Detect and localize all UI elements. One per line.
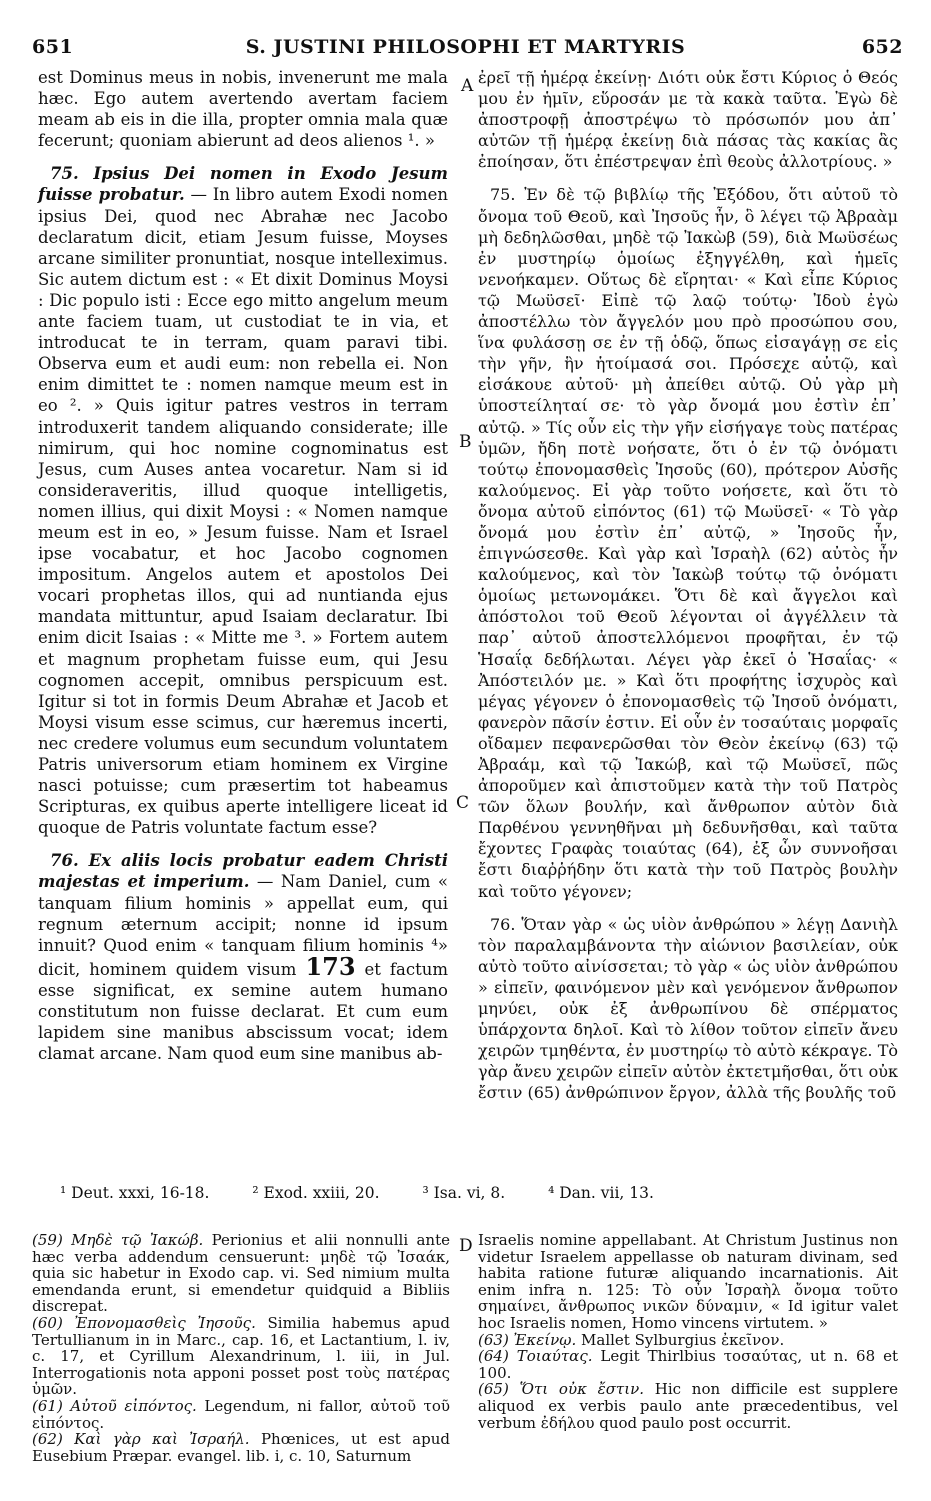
latin-intro: est Dominus meus in nobis, invenerunt me mala hæc. Ego autem avertendo avertam faciem meam ab eis in die illa, propter omnia mala quæ fecerunt; quoniam abierunt ad deos alienos ¹. » bbox=[38, 68, 448, 151]
note-text: Legit Thirlbius τοσαύτας, ut n. 68 et 100. bbox=[478, 1347, 898, 1382]
scripture-ref: ⁴ Dan. vii, 13. bbox=[548, 1184, 654, 1202]
note bbox=[478, 1381, 898, 1431]
note-ref: (60) Ἐπονομασθεὶς Ἰησοῦς. bbox=[32, 1313, 256, 1332]
note-text: Phœnices, ut est apud Eusebium Præpar. evangel. lib. i, c. 10, Saturnum bbox=[32, 1430, 450, 1465]
latin-section-76 bbox=[38, 850, 448, 1064]
note bbox=[478, 1232, 898, 1332]
section-76-heading: 76. Ex aliis locis probatur eadem Christi majestas et imperium. bbox=[38, 851, 448, 892]
note bbox=[32, 1398, 450, 1431]
section-76-text-a: — Nam Daniel, cum « tanquam filium hominis » appellat eum, qui regnum æternum accipit; nonne id ipsum innuit? Quod enim « tanquam filium hominis ⁴» dicit, hominem quidem visum bbox=[38, 872, 448, 979]
note-ref: (63) Ἐκείνῳ. bbox=[478, 1330, 577, 1349]
note-text: Hic non difficile est supplere aliquod ex verbis paulo ante præcedentibus, vel verbum ἐδήλου quod paulo post occurrit. bbox=[478, 1380, 898, 1432]
note-ref: (62) Καὶ γὰρ καὶ Ἰσραήλ. bbox=[32, 1430, 250, 1449]
greek-section-76: 76. Ὅταν γὰρ « ὡς υἱὸν ἀνθρώπου » λέγῃ Δανιὴλ τὸν παραλαμβάνοντα τὴν αἰώνιον βασιλείαν, οὐκ αὐτὸ τοῦτο αἰνίσσεται; τὸ γὰρ « ὡς υἱὸν ἀνθρώπου » εἰπεῖν, φαινόμενον μὲν καὶ γενόμενον ἄνθρωπον μηνύει, οὐκ ἐξ ἀνθρωπίνου δὲ σπέρματος ὑπάρχοντα δηλοῖ. Καὶ τὸ λίθον τοῦτον εἰπεῖν ἄνευ χειρῶν τμηθέντα, ἐν μυστηρίῳ τὸ αὐτὸ κέκραγε. Τὸ γὰρ ἄνευ χειρῶν εἰπεῖν αὐτὸν ἐκτετμῆσθαι, ὅτι οὐκ ἔστιν (65) ἀνθρώπινον ἔργον, ἀλλὰ τῆς βουλῆς τοῦ bbox=[478, 914, 898, 1103]
note-text: Mallet Sylburgius ἐκεῖνον. bbox=[581, 1330, 785, 1349]
note bbox=[478, 1348, 898, 1381]
note bbox=[478, 1332, 898, 1349]
scripture-ref: ¹ Deut. xxxi, 16-18. bbox=[60, 1184, 210, 1202]
section-76-text-b: et factum esse significat, ex semine autem humano constitutum non fuisse declarat. Et cum eum lapidem sine manibus abscissum vocat; idem clamat arcane. Nam quod eum sine manibus ab- bbox=[38, 959, 449, 1064]
note bbox=[32, 1431, 450, 1464]
note-ref: (61) Αὐτοῦ εἰπόντος. bbox=[32, 1396, 197, 1415]
margin-letter-d: D bbox=[459, 1236, 473, 1256]
note-ref: (65) Ὅτι οὐκ ἔστιν. bbox=[478, 1380, 645, 1399]
margin-letter-c: C bbox=[456, 793, 470, 813]
scripture-ref: ² Exod. xxiii, 20. bbox=[252, 1184, 380, 1202]
greek-section-75: 75. Ἐν δὲ τῷ βιβλίῳ τῆς Ἐξόδου, ὅτι αὐτοῦ τὸ ὄνομα τοῦ Θεοῦ, καὶ Ἰησοῦς ἦν, ὃ λέγει τῷ Ἀβραὰμ μὴ δεδηλῶσθαι, μηδὲ τῷ Ἰακὼβ (59), διὰ Μωϋσέως ἐν μυστηρίῳ ὁμοίως ἐξηγγέλθη, καὶ ἡμεῖς νενοήκαμεν. Οὕτως δὲ εἴρηται· « Καὶ εἶπε Κύριος τῷ Μωϋσεῖ· Εἰπὲ τῷ λαῷ τούτῳ· Ἰδοὺ ἐγὼ ἀποστέλλω τὸν ἄγγελόν μου πρὸ προσώπου σου, ἵνα φυλάσσῃ σε ἐν τῇ ὁδῷ, ὅπως εἰσαγάγῃ σε εἰς τὴν γῆν, ἣν ἡτοίμασά σοι. Πρόσεχε αὐτῷ, καὶ εἰσάκουε αὐτοῦ· μὴ ἀπείθει αὐτῷ. Οὐ γὰρ μὴ ὑποστείληταί σε· τὸ γὰρ ὄνομά μου ἐστὶν ἐπ᾽ αὐτῷ. » Τίς οὖν εἰς τὴν γῆν εἰσήγαγε τοὺς πατέρας ὑμῶν, ἤδη ποτὲ νοήσατε, ὅτι ὁ ἐν τῷ ὀνόματι τούτῳ ἐπονομασθεὶς Ἰησοῦς (60), πρότερον Αὐσῆς καλούμενος. Εἰ γὰρ τοῦτο νοήσετε, καὶ ὅτι τὸ ὄνομα αὐτοῦ εἰπόντος (61) τῷ Μωϋσεῖ· « Τὸ γὰρ ὄνομά μου ἐστὶν ἐπ᾽ αὐτῷ, » Ἰησοῦς ἦν, ἐπιγνώσεσθε. Καὶ γὰρ καὶ Ἰσραὴλ (62) αὐτὸς ἦν καλούμενος, καὶ τὸν Ἰακὼβ τούτῳ τῷ ὀνόματι ὁμοίως μετωνομάκει. Ὅτι δὲ καὶ ἄγγελοι καὶ ἀπόστολοι τοῦ Θεοῦ λέγονται οἱ ἀγγέλλειν τὰ παρ᾽ αὐτοῦ ἀποστελλόμενοι προφῆται, ἐν τῷ Ἡσαΐᾳ δεδήλωται. Λέγει γὰρ ἐκεῖ ὁ Ἡσαΐας· « Ἀπόστειλόν με. » Καὶ ὅτι προφήτης ἰσχυρὸς καὶ μέγας γέγονεν ὁ ἐπονομασθεὶς τῷ Ἰησοῦ ὀνόματι, φανερὸν πᾶσίν ἐστιν. Εἰ οὖν ἐν τοσαύταις μορφαῖς οἴδαμεν πεφανερῶσθαι τὸν Θεὸν ἐκείνῳ (63) τῷ Ἀβραάμ, καὶ τῷ Ἰακώβ, καὶ τῷ Μωϋσεῖ, πῶς ἀποροῦμεν καὶ ἀπιστοῦμεν κατὰ τὴν τοῦ Πατρὸς τῶν ὅλων βουλήν, καὶ ἄνθρωπον αὐτὸν διὰ Παρθένου γεννηθῆναι μὴ δεδυνῆσθαι, καὶ ταῦτα ἔχοντες Γραφὰς τοιαύτας (64), ἐξ ὧν συννοῆσαι ἔστι διαῤῥήδην ὅτι κατὰ τὴν τοῦ Πατρὸς βουλὴν καὶ τοῦτο γέγονεν; bbox=[478, 185, 898, 901]
greek-column bbox=[478, 67, 898, 1104]
page-marker: 173 bbox=[305, 951, 356, 981]
section-75-text: — In libro autem Exodi nomen ipsius Dei, quod nec Abrahæ nec Jacobo declaratum dicit, etiam Jesum fuisse, Moyses arcane similiter pronuntiat, nosque intelleximus. Sic autem dictum est : « Et dixit Dominus Moysi : Dic populo isti : Ecce ego mitto angelum meum ante faciem tuam, ut custodiat te in via, et introducat te in terram, quam paravi tibi. Observa eum et audi eum: non rebella ei. Non enim dimittet te : nomen namque meum est in eo ². » Quis igitur patres vestros in terram introduxerit tandem aliquando considerate; ille nimirum, qui hoc nomine cognominatus est Jesus, cum Auses antea vocaretur. Nam si id consideraveritis, illud quoque intelligetis, nomen illius, qui dixit Moysi : « Nomen namque meum est in eo, » Jesum fuisse. Nam et Israel ipse vocabatur, et hoc Jacobo cognomen impositum. Angelos autem et apostolos Dei vocari prophetas illos, qui ad nuntianda ejus mandata mittuntur, apud Isaiam declaratur. Ibi enim dicit Isaias : « Mitte me ³. » Fortem autem et magnum prophetam fuisse eum, qui Jesu cognomen accepit, omnibus perspicuum est. Igitur si tot in formis Deum Abrahæ et Jacob et Moysi visum esse scimus, cur hæremus incerti, nec credere volumus eum secundum voluntatem Patris universorum etiam hominem ex Virgine nasci potuisse; cum præsertim tot habeamus Scripturas, ex quibus aperte intelligere liceat id quoque de Patris voluntate factum esse? bbox=[38, 185, 448, 838]
editor-notes-right bbox=[478, 1232, 898, 1431]
note-text: Legendum, ni fallor, αὐτοῦ τοῦ εἰπόντος. bbox=[32, 1396, 450, 1432]
note-text: Israelis nomine appellabant. At Christum Justinus non videtur Israelem appellasse ob naturam divinam, sed habita ratione futuræ aliquando incarnationis. Ait enim infra n. 125: Τὸ οὖν Ἰσραὴλ ὄνομα τοῦτο σημαίνει, ἄνθρωπος νικῶν δύναμιν, « Id igitur valet hoc Israelis nomen, Homo vincens virtutem. » bbox=[478, 1231, 898, 1332]
right-page-number: 652 bbox=[861, 36, 903, 58]
scripture-references bbox=[60, 1184, 880, 1202]
margin-letter-a: A bbox=[461, 76, 474, 96]
section-75-heading: 75. Ipsius Dei nomen in Exodo Jesum fuisse probatur. bbox=[38, 164, 448, 205]
latin-column bbox=[38, 67, 448, 1064]
scripture-ref: ³ Isa. vi, 8. bbox=[422, 1184, 506, 1202]
greek-intro: ἐρεῖ τῇ ἡμέρᾳ ἐκείνῃ· Διότι οὐκ ἔστι Κύριος ὁ Θεός μου ἐν ἡμῖν, εὕροσάν με τὰ κακὰ ταῦτα. Ἐγὼ δὲ ἀποστροφῇ ἀποστρέψω τὸ πρόσωπόν μου ἀπ᾽ αὐτῶν τῇ ἡμέρᾳ ἐκείνῃ διὰ πάσας τὰς κακίας ἃς ἐποίησαν, ὅτι ἐπέστρεψαν ἐπὶ θεοὺς ἀλλοτρίους. » bbox=[478, 68, 898, 172]
editor-notes-left bbox=[32, 1232, 450, 1464]
note-ref: (59) Μηδὲ τῷ Ἰακώβ. bbox=[32, 1231, 204, 1249]
running-title: S. JUSTINI PHILOSOPHI ET MARTYRIS bbox=[245, 36, 686, 58]
latin-section-75 bbox=[38, 163, 448, 838]
margin-letter-b: B bbox=[459, 432, 472, 452]
note-text: Perionius et alii nonnulli ante hæc verba addendum censuerunt: μηδὲ τῷ Ἰσαάκ, quia sic habetur in Exodo cap. vi. Sed nimium multa emendanda erunt, si emendetur quidquid a Bibliis discrepat. bbox=[32, 1231, 450, 1316]
left-page-number: 651 bbox=[32, 36, 74, 58]
note-text: Similia habemus apud Tertullianum in in Marc., cap. 16, et Lactantium, l. iv, c. 17, et Cyrillum Alexandrinum, l. iii, in Jul. Interrogationis nota apponi posset post τοὺς πατέρας ὑμῶν. bbox=[32, 1313, 451, 1399]
note bbox=[32, 1315, 450, 1398]
note bbox=[32, 1232, 450, 1315]
note-ref: (64) Τοιαύτας. bbox=[478, 1347, 593, 1366]
